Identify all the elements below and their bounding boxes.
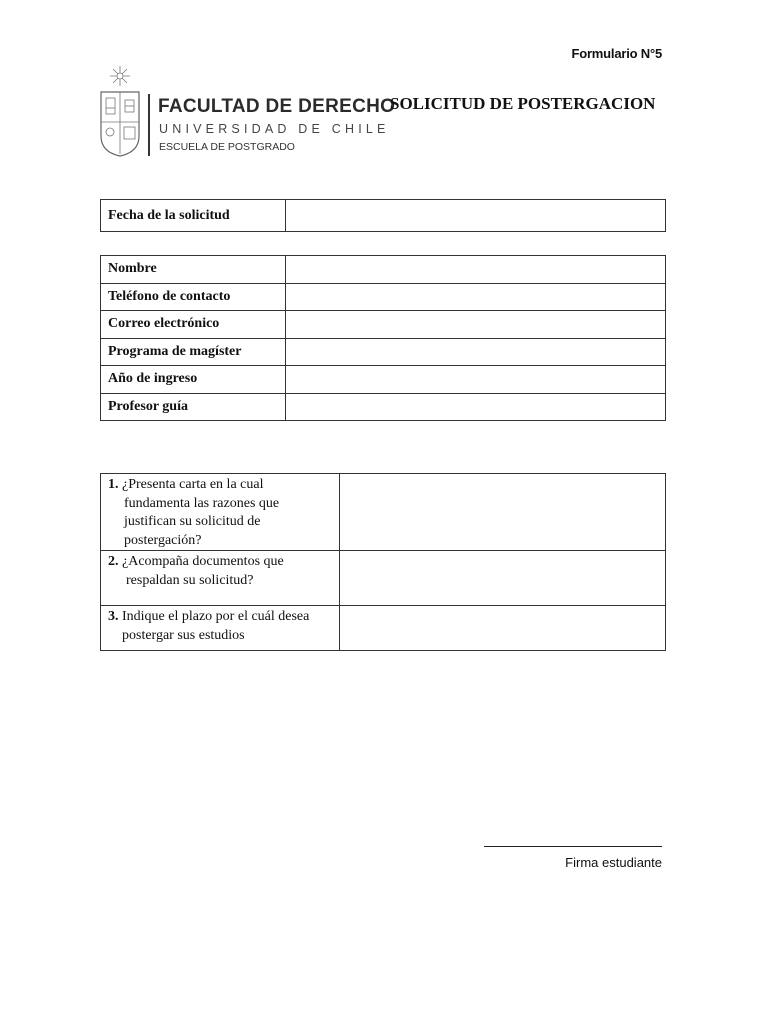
name-field[interactable] bbox=[286, 256, 666, 284]
faculty-logo bbox=[98, 64, 396, 160]
entry-year-field[interactable] bbox=[286, 366, 666, 394]
faculty-name: FACULTAD DE DERECHO bbox=[158, 96, 396, 117]
email-label: Correo electrónico bbox=[101, 311, 286, 339]
question-number: 3. bbox=[108, 609, 119, 624]
university-name: UNIVERSIDAD DE CHILE bbox=[159, 122, 390, 136]
question-3 bbox=[101, 606, 340, 651]
advisor-label: Profesor guía bbox=[101, 393, 286, 421]
question-text: postergación? bbox=[124, 532, 202, 548]
table-row bbox=[101, 366, 666, 394]
program-field[interactable] bbox=[286, 338, 666, 366]
page-title: SOLICITUD DE POSTERGACION bbox=[390, 94, 656, 113]
question-1 bbox=[101, 474, 340, 551]
university-crest-icon bbox=[98, 64, 142, 160]
advisor-field[interactable] bbox=[286, 393, 666, 421]
question-text: respaldan su solicitud? bbox=[126, 572, 254, 588]
date-table bbox=[100, 199, 666, 232]
questions-table bbox=[100, 473, 666, 651]
school-name: ESCUELA DE POSTGRADO bbox=[159, 141, 295, 153]
table-row bbox=[101, 283, 666, 311]
table-row bbox=[101, 338, 666, 366]
question-2 bbox=[101, 551, 340, 606]
entry-year-label: Año de ingreso bbox=[101, 366, 286, 394]
question-text: ¿Presenta carta en la cual bbox=[122, 477, 264, 492]
question-text: Indique el plazo por el cuál desea bbox=[122, 609, 310, 624]
form-number: Formulario N°5 bbox=[571, 46, 662, 61]
phone-label: Teléfono de contacto bbox=[101, 283, 286, 311]
name-label: Nombre bbox=[101, 256, 286, 284]
answer-1-field[interactable] bbox=[340, 474, 666, 551]
question-number: 1. bbox=[108, 477, 119, 492]
answer-2-field[interactable] bbox=[340, 551, 666, 606]
signature-line[interactable] bbox=[484, 846, 662, 847]
question-text: ¿Acompaña documentos que bbox=[122, 554, 284, 569]
date-field[interactable] bbox=[286, 200, 666, 232]
email-field[interactable] bbox=[286, 311, 666, 339]
answer-3-field[interactable] bbox=[340, 606, 666, 651]
table-row bbox=[101, 311, 666, 339]
table-row bbox=[101, 551, 666, 606]
logo-divider bbox=[148, 94, 150, 156]
question-text: justifican su solicitud de bbox=[124, 514, 261, 529]
question-text: postergar sus estudios bbox=[122, 627, 245, 643]
question-number: 2. bbox=[108, 554, 119, 569]
table-row bbox=[101, 200, 666, 232]
program-label: Programa de magíster bbox=[101, 338, 286, 366]
table-row bbox=[101, 393, 666, 421]
date-label: Fecha de la solicitud bbox=[101, 200, 286, 232]
question-text: fundamenta las razones que bbox=[124, 495, 280, 511]
table-row bbox=[101, 606, 666, 651]
phone-field[interactable] bbox=[286, 283, 666, 311]
table-row bbox=[101, 256, 666, 284]
student-info-table bbox=[100, 255, 666, 421]
table-row bbox=[101, 474, 666, 551]
signature-label: Firma estudiante bbox=[565, 855, 662, 870]
